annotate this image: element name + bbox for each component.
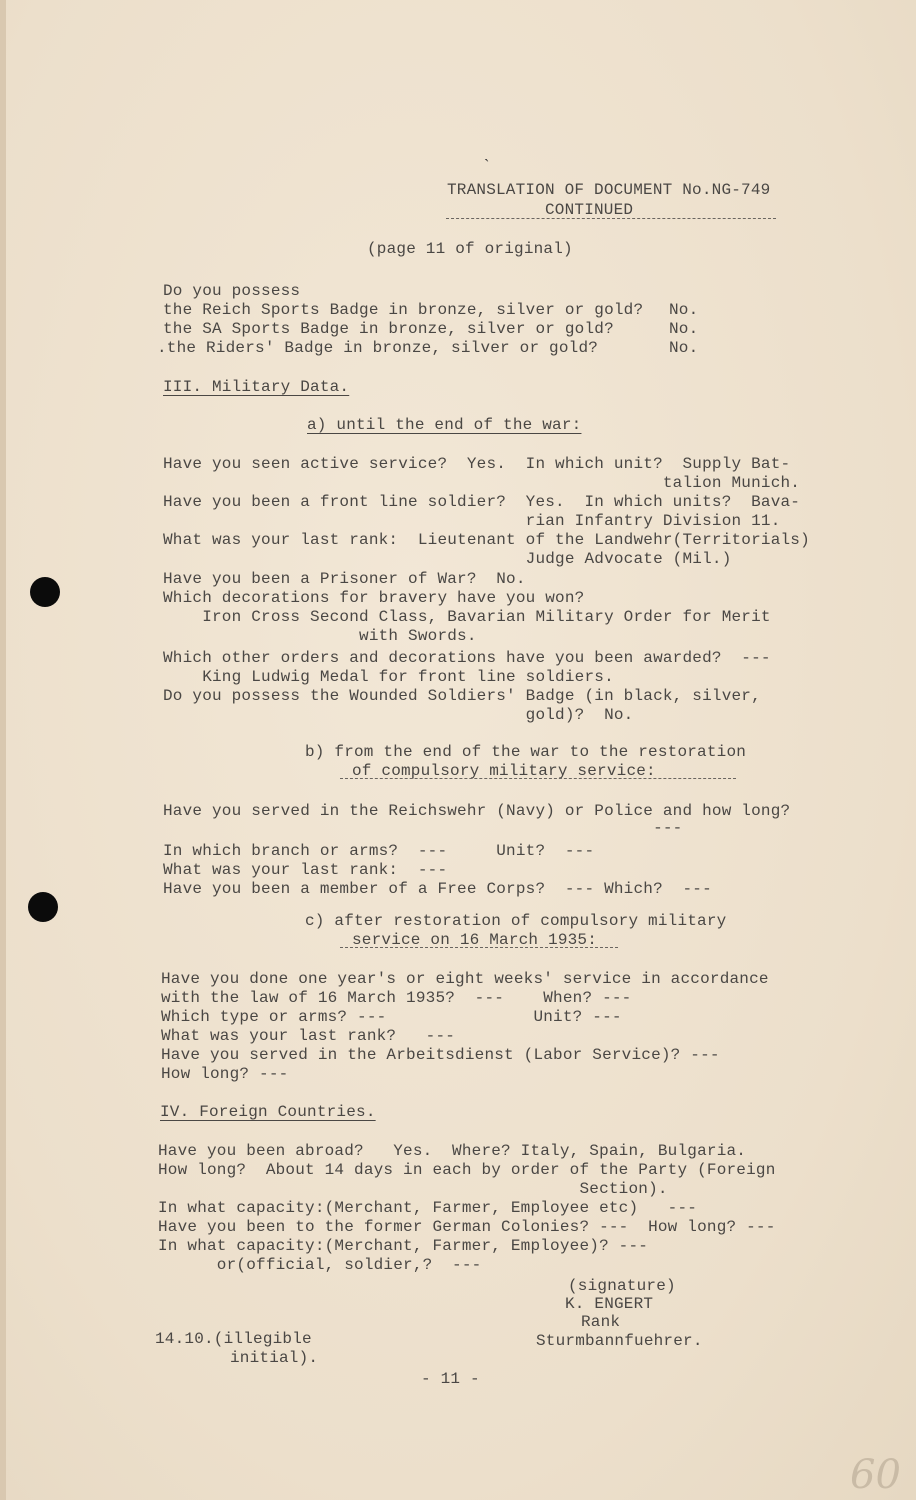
foreign-line: Have you been abroad? Yes. Where? Italy, Spain, Bulgaria. bbox=[158, 1142, 747, 1160]
page-reference: (page 11 of original) bbox=[367, 240, 573, 258]
military-a-line: gold)? No. bbox=[163, 706, 634, 724]
military-b-line: --- bbox=[163, 819, 683, 837]
subsection-b-underline bbox=[340, 778, 736, 779]
foreign-line: In what capacity:(Merchant, Farmer, Employee etc) --- bbox=[158, 1199, 698, 1217]
military-a-line: Which decorations for bravery have you won? bbox=[163, 589, 585, 607]
military-b-line: What was your last rank: --- bbox=[163, 861, 448, 879]
date-line2: initial). bbox=[230, 1349, 319, 1367]
badge-question-sa: the SA Sports Badge in bronze, silver or gold? bbox=[163, 320, 614, 338]
military-a-line: Which other orders and decorations have you been awarded? --- bbox=[163, 649, 771, 667]
title-underline bbox=[446, 218, 776, 219]
badge-answer-reich: No. bbox=[669, 301, 699, 319]
military-b-line: Have you been a member of a Free Corps? --- Which? --- bbox=[163, 880, 712, 898]
signature-label: (signature) bbox=[568, 1277, 676, 1295]
page-edge bbox=[0, 0, 6, 1500]
subsection-heading-a: a) until the end of the war: bbox=[307, 416, 582, 434]
page-number: - 11 - bbox=[421, 1370, 480, 1388]
subsection-heading-c-line2: service on 16 March 1935: bbox=[352, 931, 598, 949]
military-a-line: Have you been a Prisoner of War? No. bbox=[163, 570, 526, 588]
foreign-line: Have you been to the former German Colonies? --- How long? --- bbox=[158, 1218, 776, 1236]
military-a-line: with Swords. bbox=[163, 627, 477, 645]
rank-label: Rank bbox=[581, 1313, 621, 1331]
military-c-line: Have you served in the Arbeitsdienst (Labor Service)? --- bbox=[161, 1046, 720, 1064]
subsection-heading-b-line2: of compulsory military service: bbox=[352, 762, 656, 780]
military-a-line: Judge Advocate (Mil.) bbox=[163, 550, 732, 568]
signature-name: K. ENGERT bbox=[565, 1295, 654, 1313]
military-b-line: Have you served in the Reichswehr (Navy) or Police and how long? bbox=[163, 802, 791, 820]
foreign-line: How long? About 14 days in each by order of the Party (Foreign bbox=[158, 1161, 776, 1179]
section-heading-military: III. Military Data. bbox=[163, 378, 350, 396]
punch-hole-top bbox=[30, 577, 60, 607]
date-line1: 14.10.(illegible bbox=[155, 1330, 312, 1348]
military-a-line: King Ludwig Medal for front line soldiers. bbox=[163, 668, 614, 686]
military-a-line: Have you seen active service? Yes. In which unit? Supply Bat- bbox=[163, 455, 791, 473]
handwritten-page-number: 60 bbox=[850, 1452, 901, 1498]
foreign-line: Section). bbox=[158, 1180, 668, 1198]
military-c-line: How long? --- bbox=[161, 1065, 289, 1083]
military-a-line: Have you been a front line soldier? Yes. In which units? Bava- bbox=[163, 493, 801, 511]
military-c-line: Have you done one year's or eight weeks' service in accordance bbox=[161, 970, 769, 988]
military-a-line: talion Munich. bbox=[163, 474, 801, 492]
military-a-line: What was your last rank: Lieutenant of the Landwehr(Territorials) bbox=[163, 531, 810, 549]
punch-hole-bottom bbox=[28, 892, 58, 922]
military-a-line: Iron Cross Second Class, Bavarian Military Order for Merit bbox=[163, 608, 771, 626]
badge-question-reich: the Reich Sports Badge in bronze, silver or gold? bbox=[163, 301, 644, 319]
military-b-line: In which branch or arms? --- Unit? --- bbox=[163, 842, 595, 860]
section-heading-foreign: IV. Foreign Countries. bbox=[160, 1103, 376, 1121]
subsection-c-underline bbox=[340, 947, 618, 948]
military-a-line: rian Infantry Division 11. bbox=[163, 512, 781, 530]
military-c-line: with the law of 16 March 1935? --- When? --- bbox=[161, 989, 632, 1007]
doc-title: TRANSLATION OF DOCUMENT No.NG-749 bbox=[447, 181, 771, 199]
doc-title-continued: CONTINUED bbox=[545, 201, 634, 219]
military-c-line: Which type or arms? --- Unit? --- bbox=[161, 1008, 622, 1026]
military-c-line: What was your last rank? --- bbox=[161, 1027, 456, 1045]
badges-intro: Do you possess bbox=[163, 282, 301, 300]
subsection-heading-c-line1: c) after restoration of compulsory military bbox=[305, 912, 727, 930]
military-a-line: Do you possess the Wounded Soldiers' Badge (in black, silver, bbox=[163, 687, 761, 705]
subsection-heading-b-line1: b) from the end of the war to the restoration bbox=[305, 743, 747, 761]
badge-answer-riders: No. bbox=[669, 339, 699, 357]
ink-mark: ˎ bbox=[484, 143, 490, 162]
badge-answer-sa: No. bbox=[669, 320, 699, 338]
badge-question-riders: .the Riders' Badge in bronze, silver or gold? bbox=[157, 339, 599, 357]
foreign-line: or(official, soldier,? --- bbox=[158, 1256, 482, 1274]
foreign-line: In what capacity:(Merchant, Farmer, Employee)? --- bbox=[158, 1237, 649, 1255]
signer-rank: Sturmbannfuehrer. bbox=[536, 1332, 703, 1350]
